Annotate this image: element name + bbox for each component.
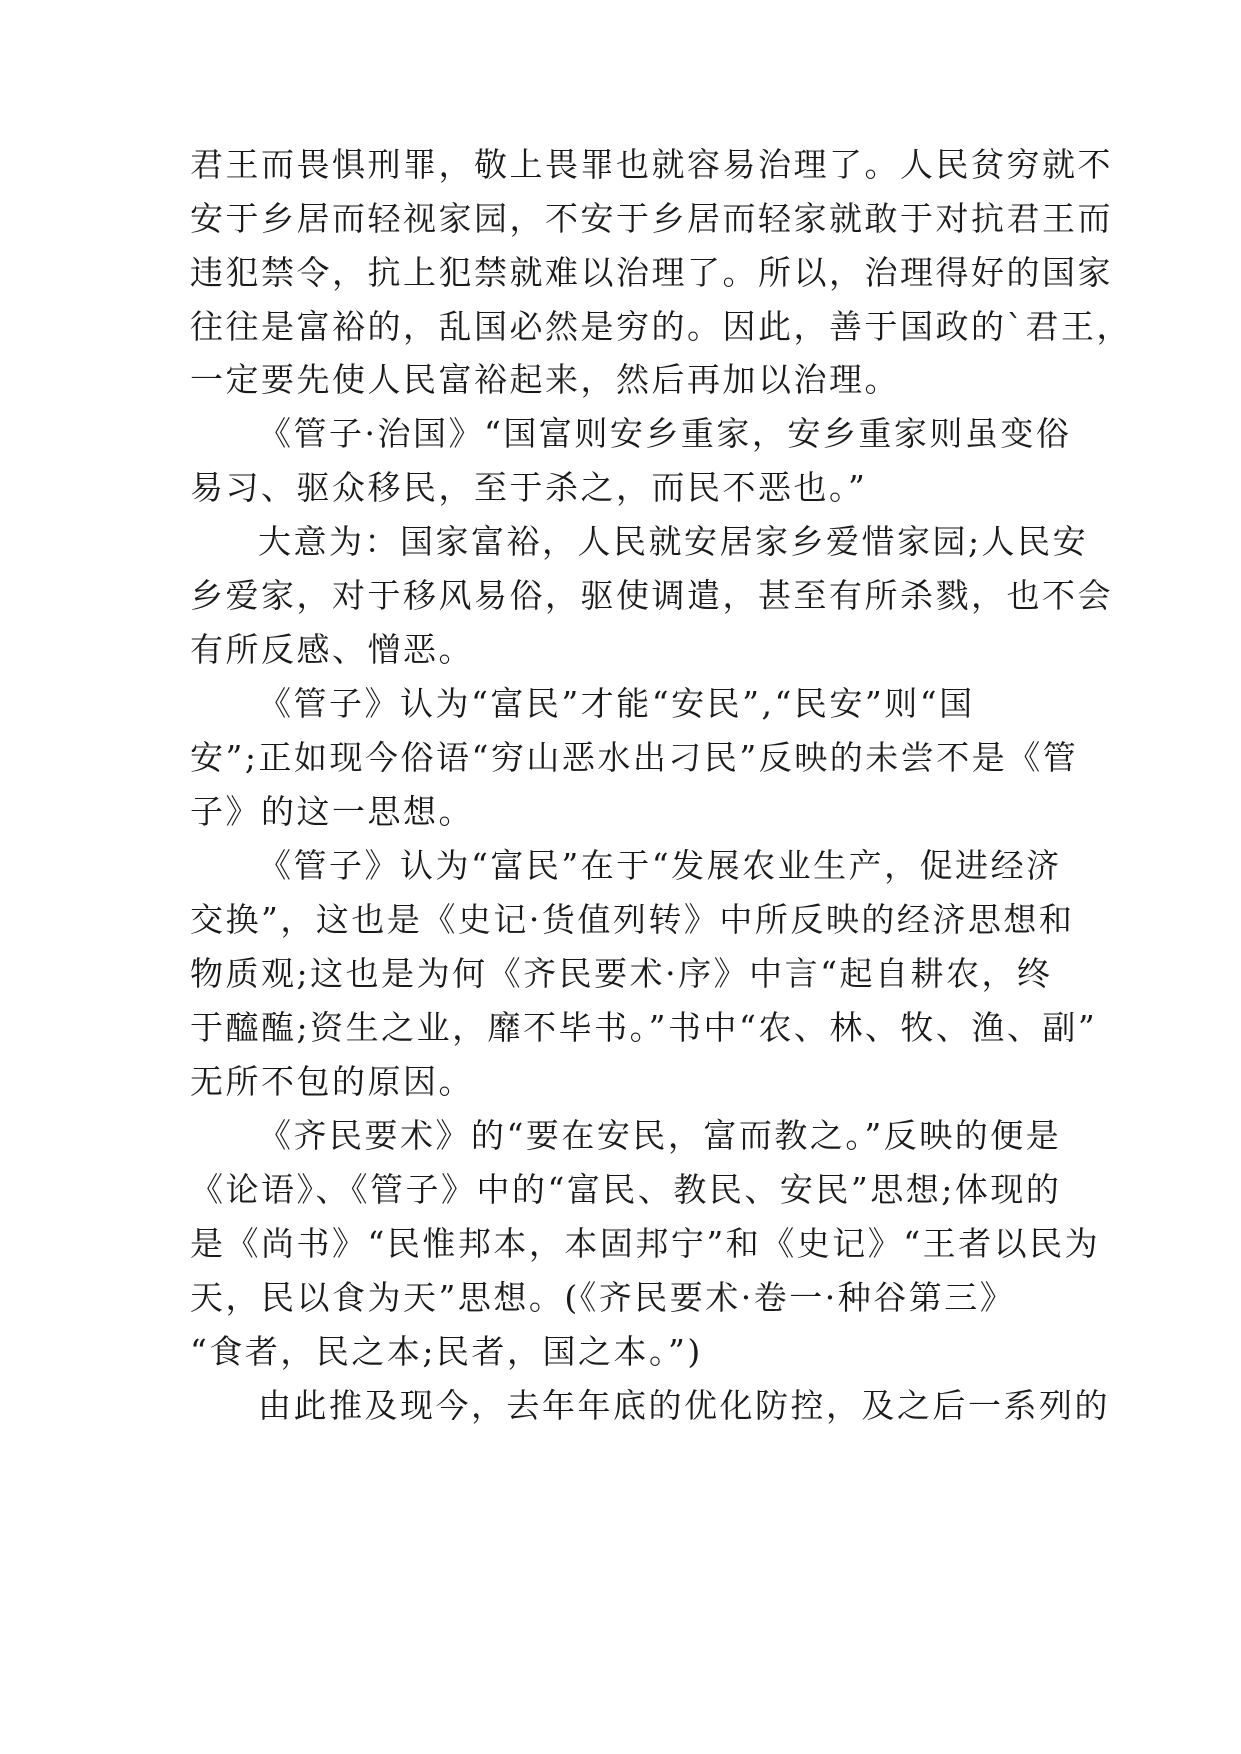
text-line: 易习、驱众移民，至于杀之，而民不恶也。” xyxy=(190,468,868,507)
text-line: 《管子》认为“富民”在于“发展农业生产，促进经济 xyxy=(258,846,1062,885)
text-line: 《管子》认为“富民”才能“安民”,“民安”则“国 xyxy=(258,684,975,723)
text-line: 安”;正如现今俗语“穷山恶水出刁民”反映的未尝不是《管 xyxy=(190,738,1079,777)
text-line: 《论语》、《管子》中的“富民、教民、安民”思想;体现的 xyxy=(190,1170,1062,1209)
text-line: 无所不包的原因。 xyxy=(190,1062,474,1101)
text-line: 交换”，这也是《史记·货值列转》中所反映的经济思想和 xyxy=(190,900,1075,939)
text-line: 有所反感、憎恶。 xyxy=(190,630,474,669)
text-line: 乡爱家，对于移风易俗，驱使调遣，甚至有所杀戮，也不会 xyxy=(190,576,1113,615)
text-line: “食者，民之本;民者，国之本。”) xyxy=(190,1332,703,1371)
text-line: 往往是富裕的，乱国必然是穷的。因此，善于国政的`君王， xyxy=(190,307,1132,346)
text-line: 《齐民要术》的“要在安民，富而教之。”反映的便是 xyxy=(258,1116,1062,1155)
text-line: 违犯禁令，抗上犯禁就难以治理了。所以，治理得好的国家 xyxy=(190,253,1113,292)
text-line: 《管子·治国》“国富则安乡重家，安乡重家则虽变俗 xyxy=(258,414,1072,453)
text-line: 大意为：国家富裕，人民就安居家乡爱惜家园;人民安 xyxy=(258,522,1089,561)
text-line: 于醯醢;资生之业，靡不毕书。”书中“农、林、牧、渔、副” xyxy=(190,1008,1098,1047)
text-line: 是《尚书》“民惟邦本，本固邦宁”和《史记》“王者以民为 xyxy=(190,1224,1101,1263)
text-line: 天，民以食为天”思想。(《齐民要术·卷一·种谷第三》 xyxy=(190,1278,1016,1317)
text-line: 一定要先使人民富裕起来，然后再加以治理。 xyxy=(190,360,900,399)
text-line: 子》的这一思想。 xyxy=(190,792,474,831)
text-line: 由此推及现今，去年年底的优化防控，及之后一系列的 xyxy=(258,1386,1110,1425)
text-line: 物质观;这也是为何《齐民要术·序》中言“起自耕农，终 xyxy=(190,954,1053,993)
text-line: 安于乡居而轻视家园，不安于乡居而轻家就敢于对抗君王而 xyxy=(190,199,1113,238)
text-line: 君王而畏惧刑罪，敬上畏罪也就容易治理了。人民贫穷就不 xyxy=(190,145,1113,184)
